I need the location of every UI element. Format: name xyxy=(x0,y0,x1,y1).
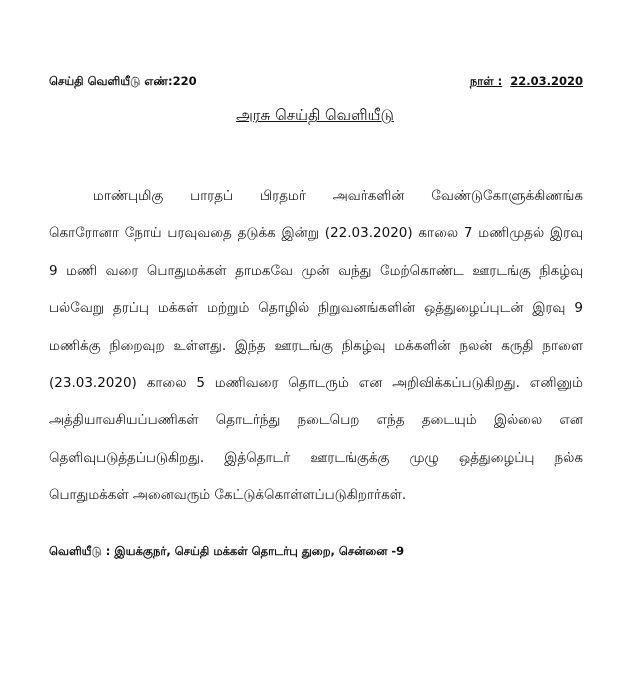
release-date xyxy=(470,74,583,90)
body-line: 9 மணி வரை பொதுமக்கள் தாமகவே முன் வந்து மேற்கொண்ட ஊரடங்கு நிகழ்வு xyxy=(49,262,583,279)
body-line: தெளிவுபடுத்தப்படுகிறது. இத்தொடர் ஊரடங்குக்கு முழு ஒத்துழைப்பு நல்க xyxy=(49,449,583,466)
body-line: மாண்புமிகு பாரதப் பிரதமர் அவர்களின் வேண்டுகோளுக்கிணங்க xyxy=(93,188,583,204)
body-line: பல்வேறு தரப்பு மக்கள் மற்றும் தொழில் நிறுவனங்களின் ஒத்துழைப்புடன் இரவு 9 xyxy=(49,300,583,317)
body-line: மணிக்கு நிறைவுற உள்ளது. இந்த ஊரடங்கு நிகழ்வு மக்களின் நலன் கருதி நாளை xyxy=(49,337,583,354)
body-paragraph xyxy=(49,178,583,515)
date-value: 22.03.2020 xyxy=(510,74,583,88)
date-label: நாள் : xyxy=(469,74,503,88)
body-line: அத்தியாவசியப்பணிகள் தொடர்ந்து நடைபெற எந்த தடையும் இல்லை என xyxy=(49,412,583,429)
issued-by-note: வெளியீடு : இயக்குநர், செய்தி மக்கள் தொடர்பு துறை, சென்னை -9 xyxy=(49,544,405,558)
header-row xyxy=(49,74,583,92)
body-line: கொரோனா நோய் பரவுவதை தடுக்க இன்று (22.03.2020) காலை 7 மணிமுதல் இரவு xyxy=(49,225,583,242)
body-line: பொதுமக்கள் அனைவரும் கேட்டுக்கொள்ளப்படுகிறார்கள். xyxy=(49,487,407,504)
release-number: செய்தி வெளியீடு எண்:220 xyxy=(49,74,197,88)
body-line: (23.03.2020) காலை 5 மணிவரை தொடரும் என அறிவிக்கப்படுகிறது. எனினும் xyxy=(49,374,583,391)
document-title: அரசு செய்தி வெளியீடு xyxy=(236,106,394,124)
